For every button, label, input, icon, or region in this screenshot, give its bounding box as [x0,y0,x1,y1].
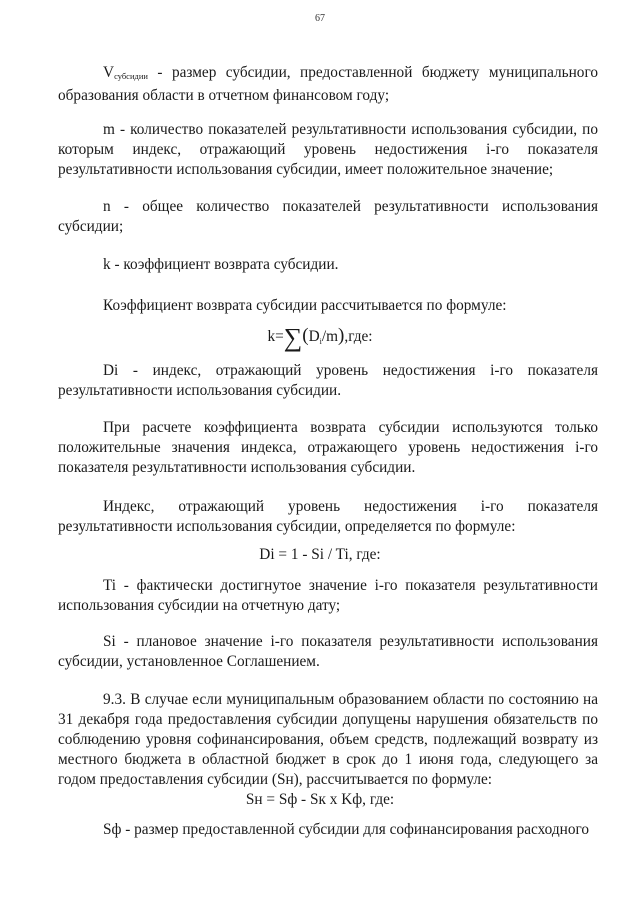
v-symbol: V [103,64,115,81]
v-subscript: субсидии [114,71,148,81]
formula-di: Di = 1 - Si / Ti, где: [259,546,381,563]
formula-k-lhs: k= [267,328,284,345]
paragraph-index-intro: Индекс, отражающий уровень недостижения i-го показателя результативности использования субсидии, определяется по формуле: [58,498,598,535]
paragraph-si-definition: Si - плановое значение i-го показателя результативности использования субсидии, установленное Соглашением. [58,633,598,670]
paragraph-di-definition: Di - индекс, отражающий уровень недостижения i-го показателя результативности использования субсидии. [58,362,598,399]
paragraph-k-definition: k - коэффициент возврата субсидии. [103,256,339,273]
formula-k-div: /m [321,328,339,345]
paragraph-positive-values: При расчете коэффициента возврата субсидии используются только положительные значения индекса, отражающего уровень недостижения i-го показателя результативности использования субсидии. [58,419,598,476]
paragraph-9-3: 9.3. В случае если муниципальным образованием области по состоянию на 31 декабря года предоставления субсидии допущены нарушения обязательств по соблюдению уровня софинансирования, объем средств, подлежащий возврату из местного бюджета в областной бюджет в срок до 1 июня года, следующего за годом предоставления субсидии (Sн), рассчитывается по формуле: [58,691,598,788]
paragraph-sf-definition: Sф - размер предоставленной субсидии для софинансирования расходного [103,821,590,838]
paragraph-m-definition: m - количество показателей результативности использования субсидии, по которым индекс, отражающий уровень недостижения i-го показателя результативности использования субсидии, имеет положительное значение; [58,121,598,178]
paragraph-ti-definition: Ti - фактически достигнутое значение i-го показателя результативности использования субсидии на отчетную дату; [58,577,598,614]
formula-k-i: i [319,337,322,346]
v-definition-text: - размер субсидии, предоставленной бюджету муниципального образования области в отчетном финансовом году; [58,64,598,104]
formula-k-d: D [308,328,320,345]
formula-k-sigma: ∑ [283,323,303,352]
paragraph-n-definition: n - общее количество показателей результативности использования субсидии; [58,198,598,235]
formula-k-close-paren: ) [338,325,345,346]
paragraph-k-formula-intro: Коэффициент возврата субсидии рассчитывается по формуле: [103,297,507,314]
page-number: 67 [315,13,325,24]
paragraph-v-definition [58,63,598,106]
formula-k-tail: ,где: [344,328,373,345]
formula-sn: Sн = Sф - Sк x Kф, где: [245,791,395,808]
formula-k-open-paren: ( [302,325,309,346]
formula-k [0,323,640,352]
